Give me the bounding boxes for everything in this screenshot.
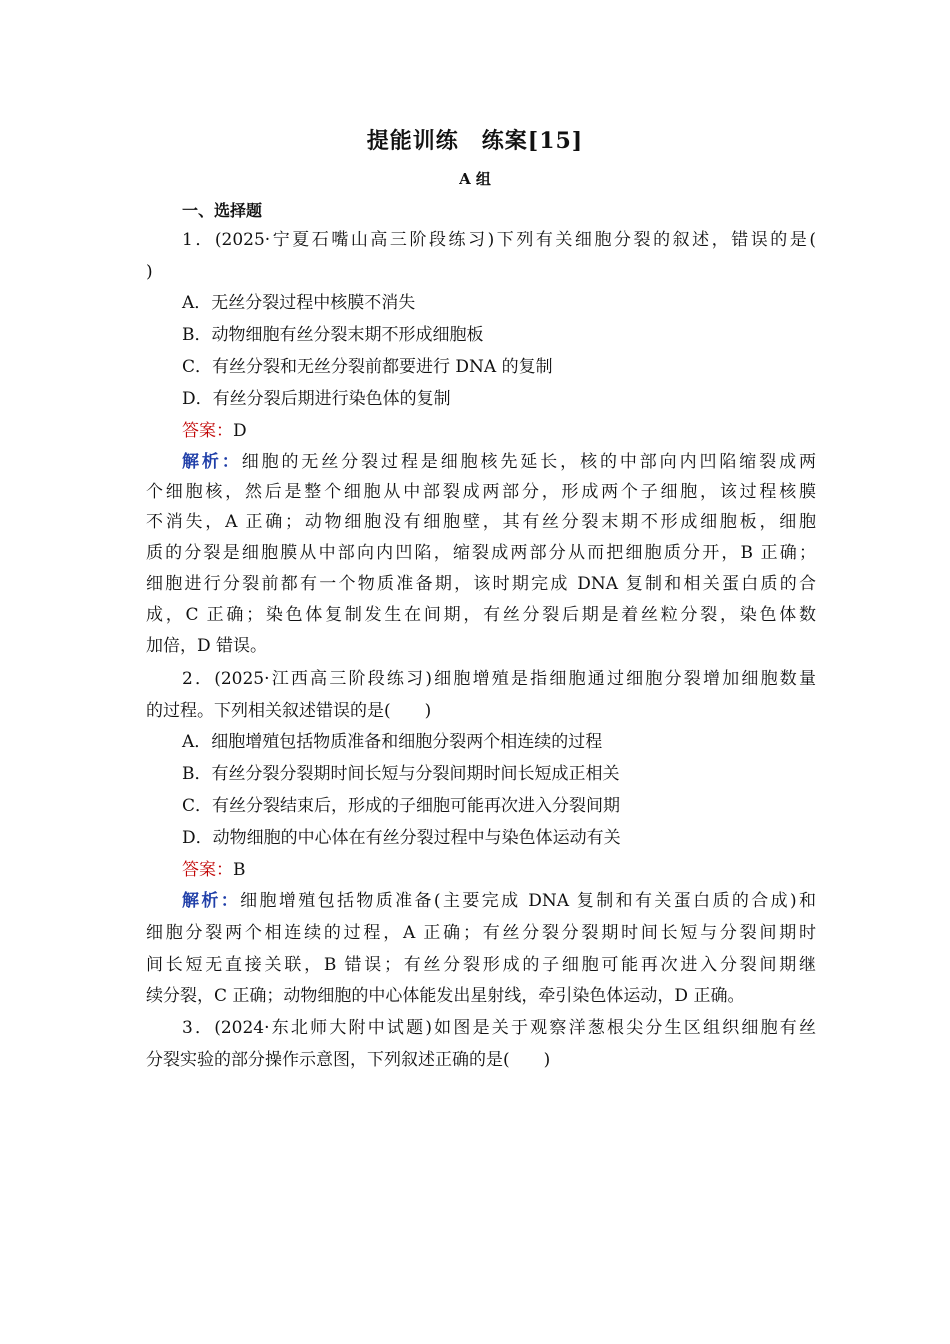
q1-analysis-text: 细胞的无丝分裂过程是细胞核先延长，核的中部向内凹陷缩裂成两 [241,452,817,472]
section-heading: 一、选择题 [182,201,263,220]
q2-answer-label: 答案： [182,860,233,880]
q1-analysis-line1 [182,451,816,473]
q1-option-b: B．动物细胞有丝分裂末期不形成细胞板 [182,325,484,345]
q2-answer [182,859,816,881]
q1-option-d: D．有丝分裂后期进行染色体的复制 [182,389,451,409]
q1-answer [182,420,816,442]
q2-answer-value: B [233,860,246,880]
q1-analysis-line4: 质的分裂是细胞膜从中部向内凹陷，缩裂成两部分从而把细胞质分开，B 正确； [146,543,816,563]
q1-answer-label: 答案： [182,421,233,441]
q1-option-a: A．无丝分裂过程中核膜不消失 [182,293,416,313]
q1-analysis-line3: 不消失，A 正确；动物细胞没有细胞壁，其有丝分裂末期不形成细胞板，细胞 [146,512,816,532]
group-label: A 组 [459,170,491,188]
q2-option-a: A．细胞增殖包括物质准备和细胞分裂两个相连续的过程 [182,732,603,752]
q1-analysis-label: 解析： [182,452,242,472]
q2-analysis-line3: 间长短无直接关联，B 错误；有丝分裂形成的子细胞可能再次进入分裂间期继 [146,955,816,975]
q2-analysis-label: 解析： [182,891,241,911]
q2-analysis-line4: 续分裂，C 正确；动物细胞的中心体能发出星射线，牵引染色体运动，D 正确。 [146,986,745,1006]
q2-stem-line1: 2．(2025·江西高三阶段练习)细胞增殖是指细胞通过细胞分裂增加细胞数量 [182,669,816,689]
q2-option-d: D．动物细胞的中心体在有丝分裂过程中与染色体运动有关 [182,828,621,848]
q1-option-c: C．有丝分裂和无丝分裂前都要进行 DNA 的复制 [182,357,553,377]
q2-analysis-text: 细胞增殖包括物质准备(主要完成 DNA 复制和有关蛋白质的合成)和 [240,891,816,911]
q1-stem-line1: 1．(2025·宁夏石嘴山高三阶段练习)下列有关细胞分裂的叙述，错误的是( [182,230,816,250]
page-title: 提能训练 练案[15] [366,128,584,154]
q2-analysis-line2: 细胞分裂两个相连续的过程，A 正确；有丝分裂分裂期时间长短与分裂间期时 [146,923,816,943]
q1-analysis-line6: 成，C 正确；染色体复制发生在间期，有丝分裂后期是着丝粒分裂，染色体数 [146,605,816,625]
q1-stem-line2: ) [146,262,153,282]
q2-stem-line2: 的过程。下列相关叙述错误的是( ) [146,701,432,721]
q1-answer-value: D [233,421,247,441]
q3-stem-line2: 分裂实验的部分操作示意图，下列叙述正确的是( ) [146,1050,551,1070]
q1-analysis-line5: 细胞进行分裂前都有一个物质准备期，该时期完成 DNA 复制和相关蛋白质的合 [146,574,816,594]
q2-option-c: C．有丝分裂结束后，形成的子细胞可能再次进入分裂间期 [182,796,621,816]
q1-analysis-line2: 个细胞核，然后是整个细胞从中部裂成两部分，形成两个子细胞，该过程核膜 [146,482,816,502]
q3-stem-line1: 3．(2024·东北师大附中试题)如图是关于观察洋葱根尖分生区组织细胞有丝 [182,1018,816,1038]
q2-analysis-line1 [182,890,816,912]
q1-analysis-line7: 加倍，D 错误。 [146,636,268,656]
q2-option-b: B．有丝分裂分裂期时间长短与分裂间期时间长短成正相关 [182,764,620,784]
